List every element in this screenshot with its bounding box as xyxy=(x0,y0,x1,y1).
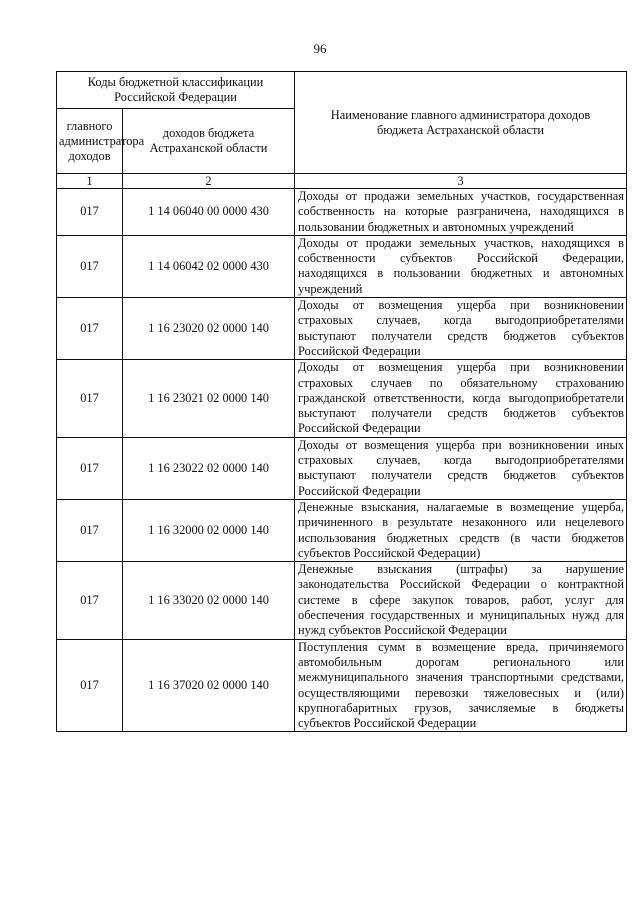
table-row xyxy=(57,562,627,639)
income-name-cell: Доходы от возмещения ущерба при возникновении страховых случаев по обязательному страхованию гражданской ответственности, когда выгодоприобретатели выступают получатели средств бюджетов субъектов Российской Федерации xyxy=(295,360,627,437)
admin-code-cell: 017 xyxy=(57,499,123,561)
admin-code-cell: 017 xyxy=(57,360,123,437)
admin-code-cell: 017 xyxy=(57,562,123,639)
income-code-cell: 1 14 06042 02 0000 430 xyxy=(123,235,295,297)
table-row xyxy=(57,298,627,360)
table-row xyxy=(57,639,627,732)
income-code-cell: 1 16 32000 02 0000 140 xyxy=(123,499,295,561)
header-admin-column: главного администратора доходов xyxy=(57,109,123,174)
admin-code-cell: 017 xyxy=(57,639,123,732)
page-number: 96 xyxy=(313,41,327,56)
budget-classification-table xyxy=(56,71,627,732)
income-name-cell: Доходы от возмещения ущерба при возникновении страховых случаев, когда выгодоприобретателями выступают получатели средств бюджетов субъектов Российской Федерации xyxy=(295,298,627,360)
income-name-cell: Денежные взыскания (штрафы) за нарушение законодательства Российской Федерации о контрактной системе в сфере закупок товаров, работ, услуг для обеспечения государственных и муниципальных нужд для нужд субъектов Российской Федерации xyxy=(295,562,627,639)
income-code-cell: 1 16 23021 02 0000 140 xyxy=(123,360,295,437)
table-row xyxy=(57,499,627,561)
income-name-cell: Доходы от возмещения ущерба при возникновении иных страховых случаев, когда выгодоприобретателями выступают получатели средств бюджетов субъектов Российской Федерации xyxy=(295,437,627,499)
table-row xyxy=(57,189,627,236)
income-code-cell: 1 16 33020 02 0000 140 xyxy=(123,562,295,639)
table-row xyxy=(57,360,627,437)
column-number-1: 1 xyxy=(57,174,123,189)
admin-code-cell: 017 xyxy=(57,298,123,360)
income-code-cell: 1 16 23020 02 0000 140 xyxy=(123,298,295,360)
income-name-cell: Денежные взыскания, налагаемые в возмещение ущерба, причиненного в результате незаконного или нецелевого использования бюджетных средств (в части бюджетов субъектов Российской Федерации) xyxy=(295,499,627,561)
table-row xyxy=(57,437,627,499)
income-name-cell: Поступления сумм в возмещение вреда, причиняемого автомобильным дорогам регионального или межмуниципального значения транспортными средствами, осуществляющими перевозки тяжеловесных и (или) крупногабаритных грузов, зачисляемые в бюджеты субъектов Российской Федерации xyxy=(295,639,627,732)
income-code-cell: 1 16 23022 02 0000 140 xyxy=(123,437,295,499)
header-group-title: Коды бюджетной классификации Российской Федерации xyxy=(57,72,295,109)
header-income-code-column: доходов бюджета Астраханской области xyxy=(123,109,295,174)
income-name-cell: Доходы от продажи земельных участков, находящихся в собственности субъектов Российской Федерации, находящихся в пользовании бюджетных и автономных учреждений xyxy=(295,235,627,297)
header-name-column: Наименование главного администратора доходов бюджета Астраханской области xyxy=(295,72,627,174)
column-number-3: 3 xyxy=(295,174,627,189)
column-number-2: 2 xyxy=(123,174,295,189)
income-name-cell: Доходы от продажи земельных участков, государственная собственность на которые разграничена, находящихся в пользовании бюджетных и автономных учреждений xyxy=(295,189,627,236)
table-row xyxy=(57,235,627,297)
admin-code-cell: 017 xyxy=(57,437,123,499)
income-code-cell: 1 16 37020 02 0000 140 xyxy=(123,639,295,732)
admin-code-cell: 017 xyxy=(57,235,123,297)
income-code-cell: 1 14 06040 00 0000 430 xyxy=(123,189,295,236)
admin-code-cell: 017 xyxy=(57,189,123,236)
